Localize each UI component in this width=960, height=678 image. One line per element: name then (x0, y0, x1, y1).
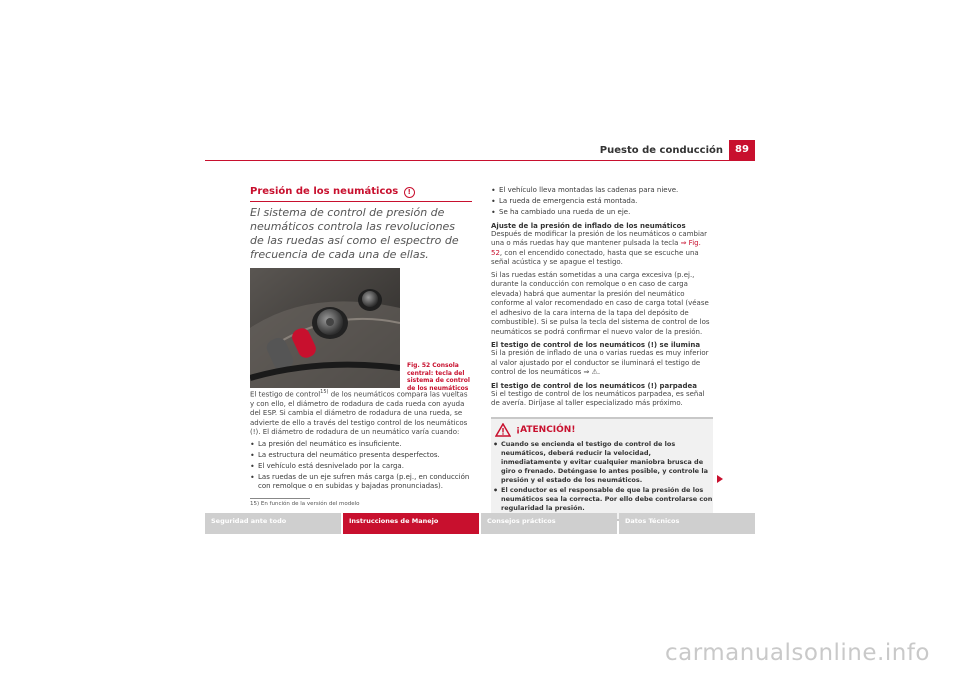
list-item: • La presión del neumático es insuficiente. (250, 440, 472, 450)
tab-instrucciones[interactable]: Instrucciones de Manejo (343, 513, 479, 534)
warning-heading (493, 423, 713, 437)
cause-list-continued (491, 186, 713, 218)
adjust-text-a: Después de modificar la presión de los neumáticos o cambiar una o más ruedas hay que mantener pulsada la tecla (491, 229, 708, 247)
cause-list (250, 440, 472, 492)
list-item: • Se ha cambiado una rueda de un eje. (491, 208, 713, 218)
intro-text-a: El testigo de control (250, 390, 321, 399)
warning-triangle-icon (495, 423, 511, 437)
adjust-text-b: , con el encendido conectado, hasta que se escuche una señal acústica y se apague el testigo. (491, 248, 699, 266)
lead-paragraph: El sistema de control de presión de neumáticos controla las revoluciones de las ruedas así como el espectro de frecuencia de cada una de ellas. (250, 206, 459, 261)
list-item: • Las ruedas de un eje sufren más carga (p.ej., en conducción con remolque o en subidas y bajadas pronunciadas). (250, 473, 472, 492)
warning-title: ¡ATENCIÓN! (516, 424, 576, 435)
list-item: • La estructura del neumático presenta desperfectos. (250, 451, 472, 461)
list-item: • Cuando se encienda el testigo de control de los neumáticos, deberá reducir la velocidad, inmediatamente y evitar cualquier maniobra brusca de giro o frenado. Deténgase lo antes posible, y controle la presión y el estado de los neumáticos. (493, 440, 713, 485)
left-column (250, 186, 472, 507)
tab-consejos[interactable]: Consejos prácticos (481, 513, 617, 534)
watermark: carmanualsonline.info (664, 640, 930, 666)
next-page-arrow-icon[interactable] (717, 475, 723, 483)
lit-heading: El testigo de control de los neumáticos (!) se ilumina (491, 341, 701, 349)
blink-heading: El testigo de control de los neumáticos (!) parpadea (491, 381, 697, 390)
adjust-heading: Ajuste de la presión de inflado de los neumáticos (491, 221, 686, 230)
intro-text-b: de los neumáticos compara las vueltas y con ello, el diámetro de rodadura de cada rueda con ayuda del ESP. Si cambia el diámetro de rodadura de una rueda, se advierte de ello a través del testigo control de los neumáticos (!). El diámetro de rodadura de un neumático varía cuando: (250, 390, 468, 437)
page-header (205, 140, 755, 161)
blink-paragraph: Si el testigo de control de los neumáticos parpadea, es señal de avería. Diríjase al taller especializado más próximo. (491, 389, 705, 407)
overload-paragraph: Si las ruedas están sometidas a una carga excesiva (p.ej., durante la conducción con remolque o en caso de carga elevada) habrá que aumentar la presión del neumático conforme al valor recomendado en caso de carga total (véase el adhesivo de la cara interna de la tapa del depósito de combustible). Si se pulsa la tecla del sistema de control de los neumáticos se podrá confirmar el nuevo valor de la presión. (491, 270, 710, 336)
list-item: • El vehículo lleva montadas las cadenas para nieve. (491, 186, 713, 196)
right-column (491, 186, 713, 521)
page-number: 89 (729, 140, 755, 160)
footnote-ref: 15) (320, 389, 329, 395)
footnote-divider (250, 498, 310, 499)
footnote: 15) En función de la versión del modelo (250, 500, 360, 507)
tab-seguridad[interactable]: Seguridad ante todo (205, 513, 341, 534)
tire-pressure-warning-icon: ! (404, 187, 415, 198)
tab-datos[interactable]: Datos Técnicos (619, 513, 755, 534)
warning-box (491, 417, 713, 521)
adjust-paragraph (491, 230, 713, 268)
list-item: • El vehículo está desnivelado por la carga. (250, 462, 472, 472)
warning-list (493, 440, 713, 514)
lit-paragraph: Si la presión de inflado de una o varias ruedas es muy inferior al valor ajustado por el conductor se iluminará el testigo de control de los neumáticos ⇒ ⚠. (491, 349, 709, 376)
figure-link[interactable]: ⇒ Fig. 52 (491, 239, 701, 257)
list-item: • El conductor es el responsable de que la presión de los neumáticos sea la correcta. Por ello debe controlarse con regularidad la presión. (493, 486, 713, 513)
figure-caption: Fig. 52 Consola central: tecla del sistema de control de los neumáticos (407, 362, 470, 392)
section-title-text: Presión de los neumáticos (250, 186, 399, 197)
section-title (250, 186, 472, 202)
chapter-title: Puesto de conducción (599, 145, 723, 156)
list-item: • La rueda de emergencia está montada. (491, 197, 713, 207)
intro-paragraph (250, 388, 472, 438)
console-photo (250, 268, 400, 388)
footer-tabs (205, 513, 755, 534)
